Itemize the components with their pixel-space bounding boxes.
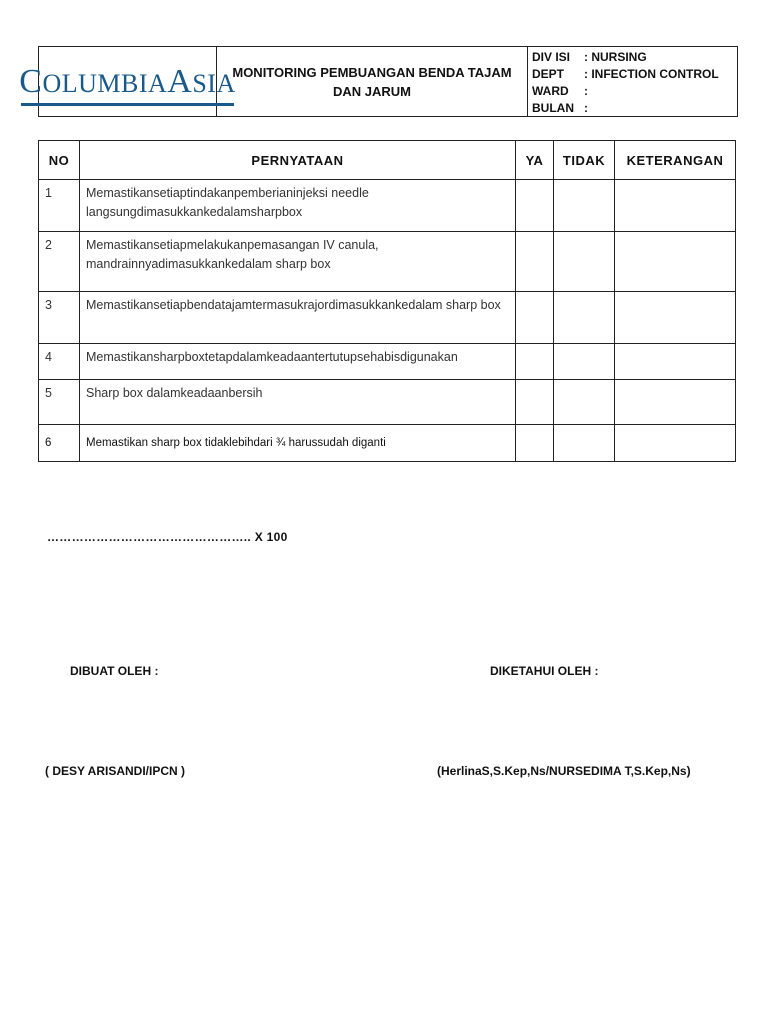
- known-by-label: DIKETAHUI OLEH :: [490, 664, 599, 678]
- meta-row-ward: [532, 83, 733, 100]
- table-row: [39, 380, 736, 425]
- col-header-pernyataan: PERNYATAAN: [80, 141, 516, 180]
- keterangan-cell[interactable]: [615, 232, 736, 292]
- row-number: 5: [39, 380, 80, 425]
- table-header-row: [39, 141, 736, 180]
- columbia-asia-logo: [19, 62, 236, 100]
- ya-cell[interactable]: [516, 232, 554, 292]
- table-row: [39, 425, 736, 462]
- keterangan-cell[interactable]: [615, 380, 736, 425]
- col-header-keterangan: KETERANGAN: [615, 141, 736, 180]
- logo-word: SIA: [192, 68, 236, 98]
- known-by-name: (HerlinaS,S.Kep,Ns/NURSEDIMA T,S.Kep,Ns): [437, 764, 691, 778]
- ya-cell[interactable]: [516, 292, 554, 344]
- logo-letter: C: [19, 62, 43, 100]
- keterangan-cell[interactable]: [615, 180, 736, 232]
- made-by-name: ( DESY ARISANDI/IPCN ): [45, 764, 186, 778]
- table-row: [39, 292, 736, 344]
- col-header-tidak: TIDAK: [554, 141, 615, 180]
- keterangan-cell[interactable]: [615, 292, 736, 344]
- row-number: 4: [39, 344, 80, 380]
- row-statement: Memastikansetiapmelakukanpemasangan IV canula, mandrainnyadimasukkankedalam sharp box: [80, 232, 516, 292]
- logo-underline: [21, 103, 234, 106]
- meta-row-div: [532, 49, 733, 66]
- ya-cell[interactable]: [516, 344, 554, 380]
- tidak-cell[interactable]: [554, 344, 615, 380]
- col-header-no: NO: [39, 141, 80, 180]
- checklist-table: [38, 140, 736, 462]
- meta-info: [528, 47, 737, 116]
- made-by-label: DIBUAT OLEH :: [70, 664, 159, 678]
- meta-key: DEPT: [532, 67, 565, 81]
- form-header: [19, 46, 738, 117]
- row-statement: Memastikansetiapbendatajamtermasukrajordimasukkankedalam sharp box: [80, 292, 516, 344]
- row-statement: Sharp box dalamkeadaanbersih: [80, 380, 516, 425]
- col-header-ya: YA: [516, 141, 554, 180]
- tidak-cell[interactable]: [554, 232, 615, 292]
- ya-cell[interactable]: [516, 180, 554, 232]
- row-number: 3: [39, 292, 80, 344]
- table-row: [39, 232, 736, 292]
- meta-value: : NURSING: [584, 50, 647, 64]
- table-row: [39, 180, 736, 232]
- table-row: [39, 344, 736, 380]
- row-statement: Memastikansharpboxtetapdalamkeadaantertutupsehabisdigunakan: [80, 344, 516, 380]
- title-line-2: DAN JARUM: [332, 83, 411, 99]
- tidak-cell[interactable]: [554, 292, 615, 344]
- meta-value: :: [584, 101, 588, 115]
- meta-row-dept: [532, 66, 733, 83]
- row-number: 6: [39, 425, 80, 462]
- title-line-1: MONITORING PEMBUANGAN BENDA TAJAM: [232, 64, 512, 80]
- meta-key: BULAN: [532, 101, 574, 115]
- meta-key: DIV ISI: [532, 50, 571, 64]
- meta-key: WARD: [532, 84, 569, 98]
- tidak-cell[interactable]: [554, 380, 615, 425]
- meta-row-bulan: [532, 100, 733, 117]
- score-formula: ………………………………………….. X 100: [47, 530, 288, 544]
- logo-word: OLUMBIA: [42, 68, 168, 98]
- logo-cell: [19, 47, 236, 116]
- keterangan-cell[interactable]: [615, 425, 736, 462]
- ya-cell[interactable]: [516, 425, 554, 462]
- tidak-cell[interactable]: [554, 425, 615, 462]
- meta-value: : INFECTION CONTROL: [584, 67, 719, 81]
- logo-letter: A: [167, 62, 193, 100]
- row-number: 2: [39, 232, 80, 292]
- document-title: [217, 47, 528, 116]
- row-statement: Memastikan sharp box tidaklebihdari ¾ harussudah diganti: [80, 425, 516, 462]
- keterangan-cell[interactable]: [615, 344, 736, 380]
- row-number: 1: [39, 180, 80, 232]
- meta-value: :: [584, 84, 588, 98]
- row-statement: Memastikansetiaptindakanpemberianinjeksi needle langsungdimasukkankedalamsharpbox: [80, 180, 516, 232]
- ya-cell[interactable]: [516, 380, 554, 425]
- tidak-cell[interactable]: [554, 180, 615, 232]
